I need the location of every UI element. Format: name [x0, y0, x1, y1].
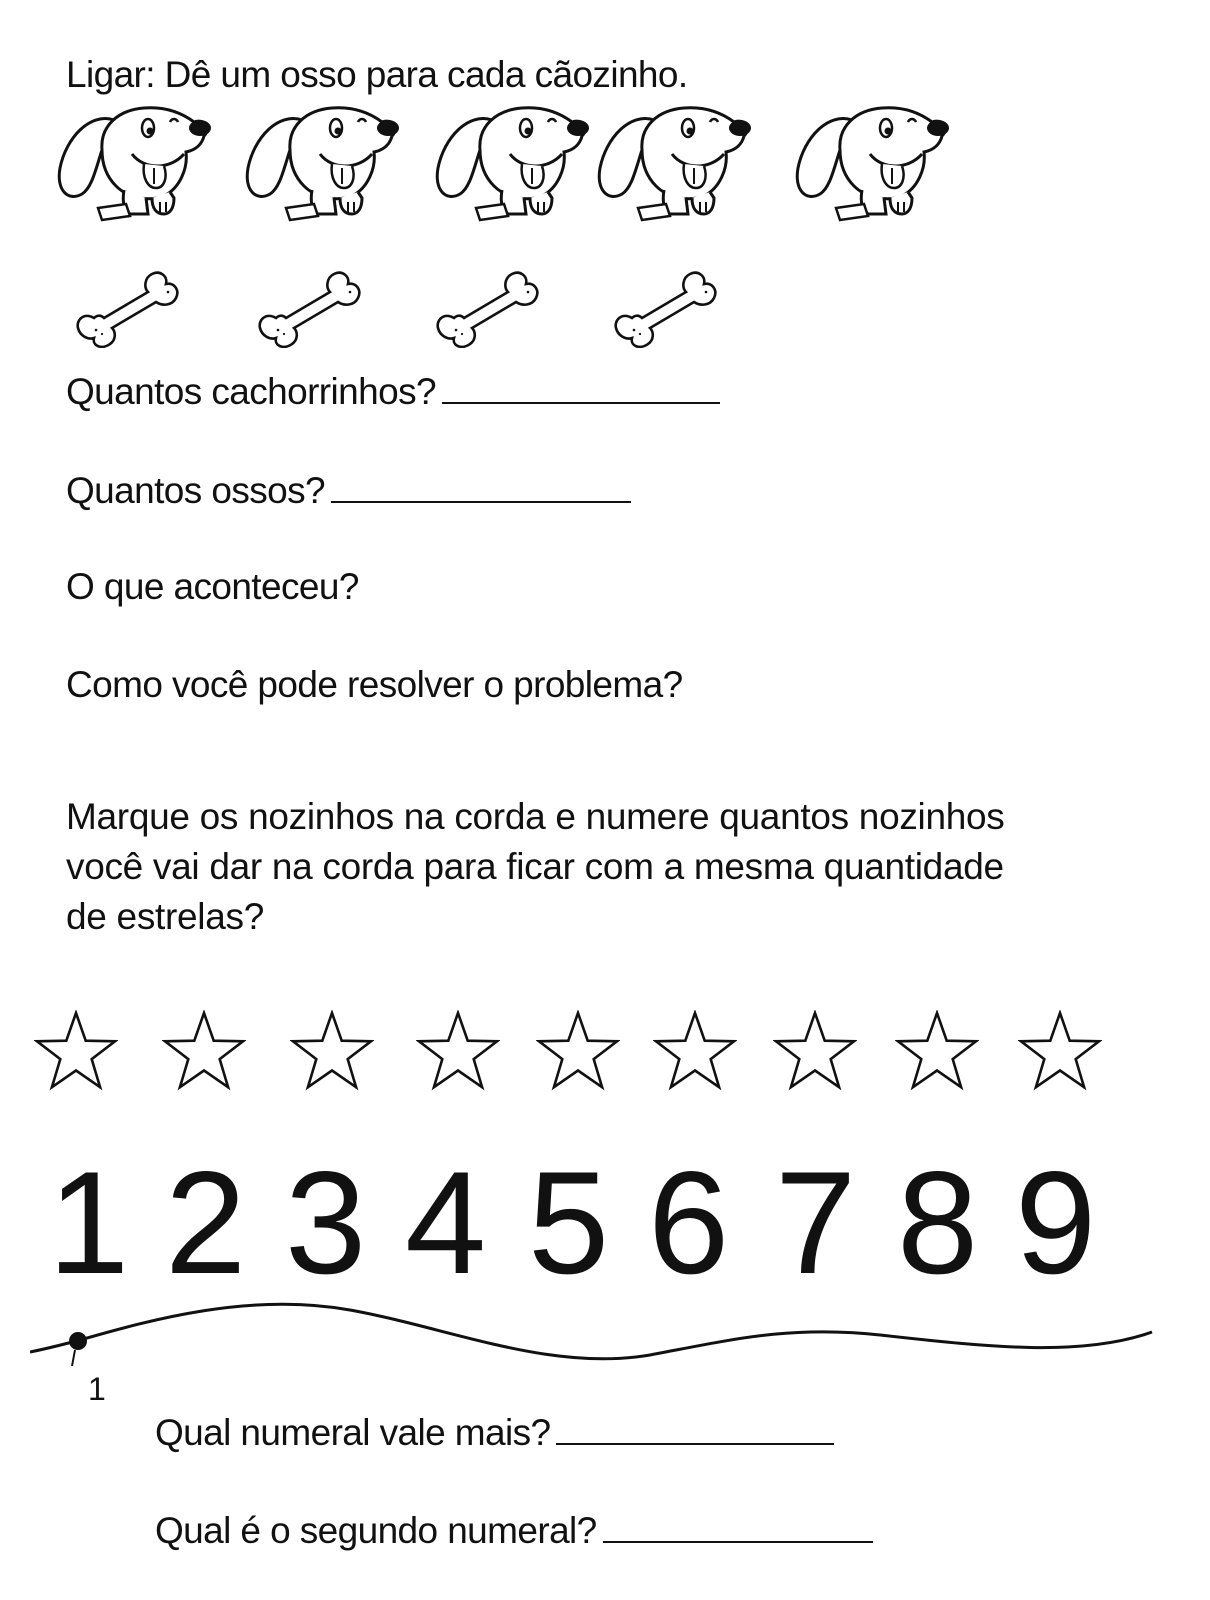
question-how-many-bones: [66, 472, 631, 509]
answer-line[interactable]: [442, 401, 720, 404]
instruction-title: Ligar: Dê um osso para cada cãozinho.: [66, 54, 688, 95]
star-icon: [162, 1010, 246, 1092]
knot-number-label: 1: [88, 1371, 106, 1407]
question-how-solve: Como você pode resolver o problema?: [66, 664, 683, 705]
answer-line[interactable]: [556, 1442, 834, 1445]
dog-illustration[interactable]: [790, 98, 955, 223]
dog-illustration[interactable]: [240, 98, 405, 223]
numeral-3: 3: [285, 1141, 367, 1304]
star-icon: [1018, 1010, 1102, 1092]
answer-line[interactable]: [603, 1540, 873, 1543]
star-icon: [536, 1010, 620, 1092]
star-icon: [34, 1010, 118, 1092]
numeral-8: 8: [897, 1141, 979, 1304]
numeral-7: 7: [775, 1141, 857, 1304]
star-icon: [653, 1010, 737, 1092]
rope-line[interactable]: [30, 1300, 1180, 1400]
dog-illustration[interactable]: [430, 98, 595, 223]
bone-illustration[interactable]: [70, 268, 188, 348]
question-text: Quantos ossos?: [66, 470, 325, 511]
instruction-line: você vai dar na corda para ficar com a mesma quantidade: [66, 846, 1004, 887]
dog-illustration[interactable]: [52, 98, 217, 223]
dog-illustration[interactable]: [592, 98, 757, 223]
question-second-numeral: [155, 1512, 873, 1549]
numeral-1: 1: [48, 1141, 130, 1304]
numeral-5: 5: [528, 1141, 610, 1304]
rope-knot[interactable]: [69, 1332, 87, 1350]
question-text: Qual é o segundo numeral?: [155, 1510, 597, 1551]
question-highest-numeral: [155, 1414, 834, 1451]
knot-tick: [72, 1350, 75, 1366]
question-how-many-dogs: [66, 373, 720, 410]
numeral-2: 2: [165, 1141, 247, 1304]
numeral-4: 4: [405, 1141, 487, 1304]
instruction-line: Marque os nozinhos na corda e numere quantos nozinhos: [66, 796, 1005, 837]
numeral-6: 6: [648, 1141, 730, 1304]
instruction-line: de estrelas?: [66, 896, 264, 937]
question-text: Qual numeral vale mais?: [155, 1412, 551, 1453]
bone-illustration[interactable]: [252, 268, 370, 348]
numeral-9: 9: [1015, 1141, 1097, 1304]
star-icon: [416, 1010, 500, 1092]
instruction-paragraph: [66, 792, 1005, 942]
star-icon: [290, 1010, 374, 1092]
answer-line[interactable]: [331, 500, 631, 503]
question-text: Quantos cachorrinhos?: [66, 371, 436, 412]
rope-curve: [30, 1304, 1152, 1359]
star-icon: [895, 1010, 979, 1092]
question-what-happened: O que aconteceu?: [66, 566, 359, 607]
bone-illustration[interactable]: [608, 268, 726, 348]
star-icon: [773, 1010, 857, 1092]
bone-illustration[interactable]: [430, 268, 548, 348]
